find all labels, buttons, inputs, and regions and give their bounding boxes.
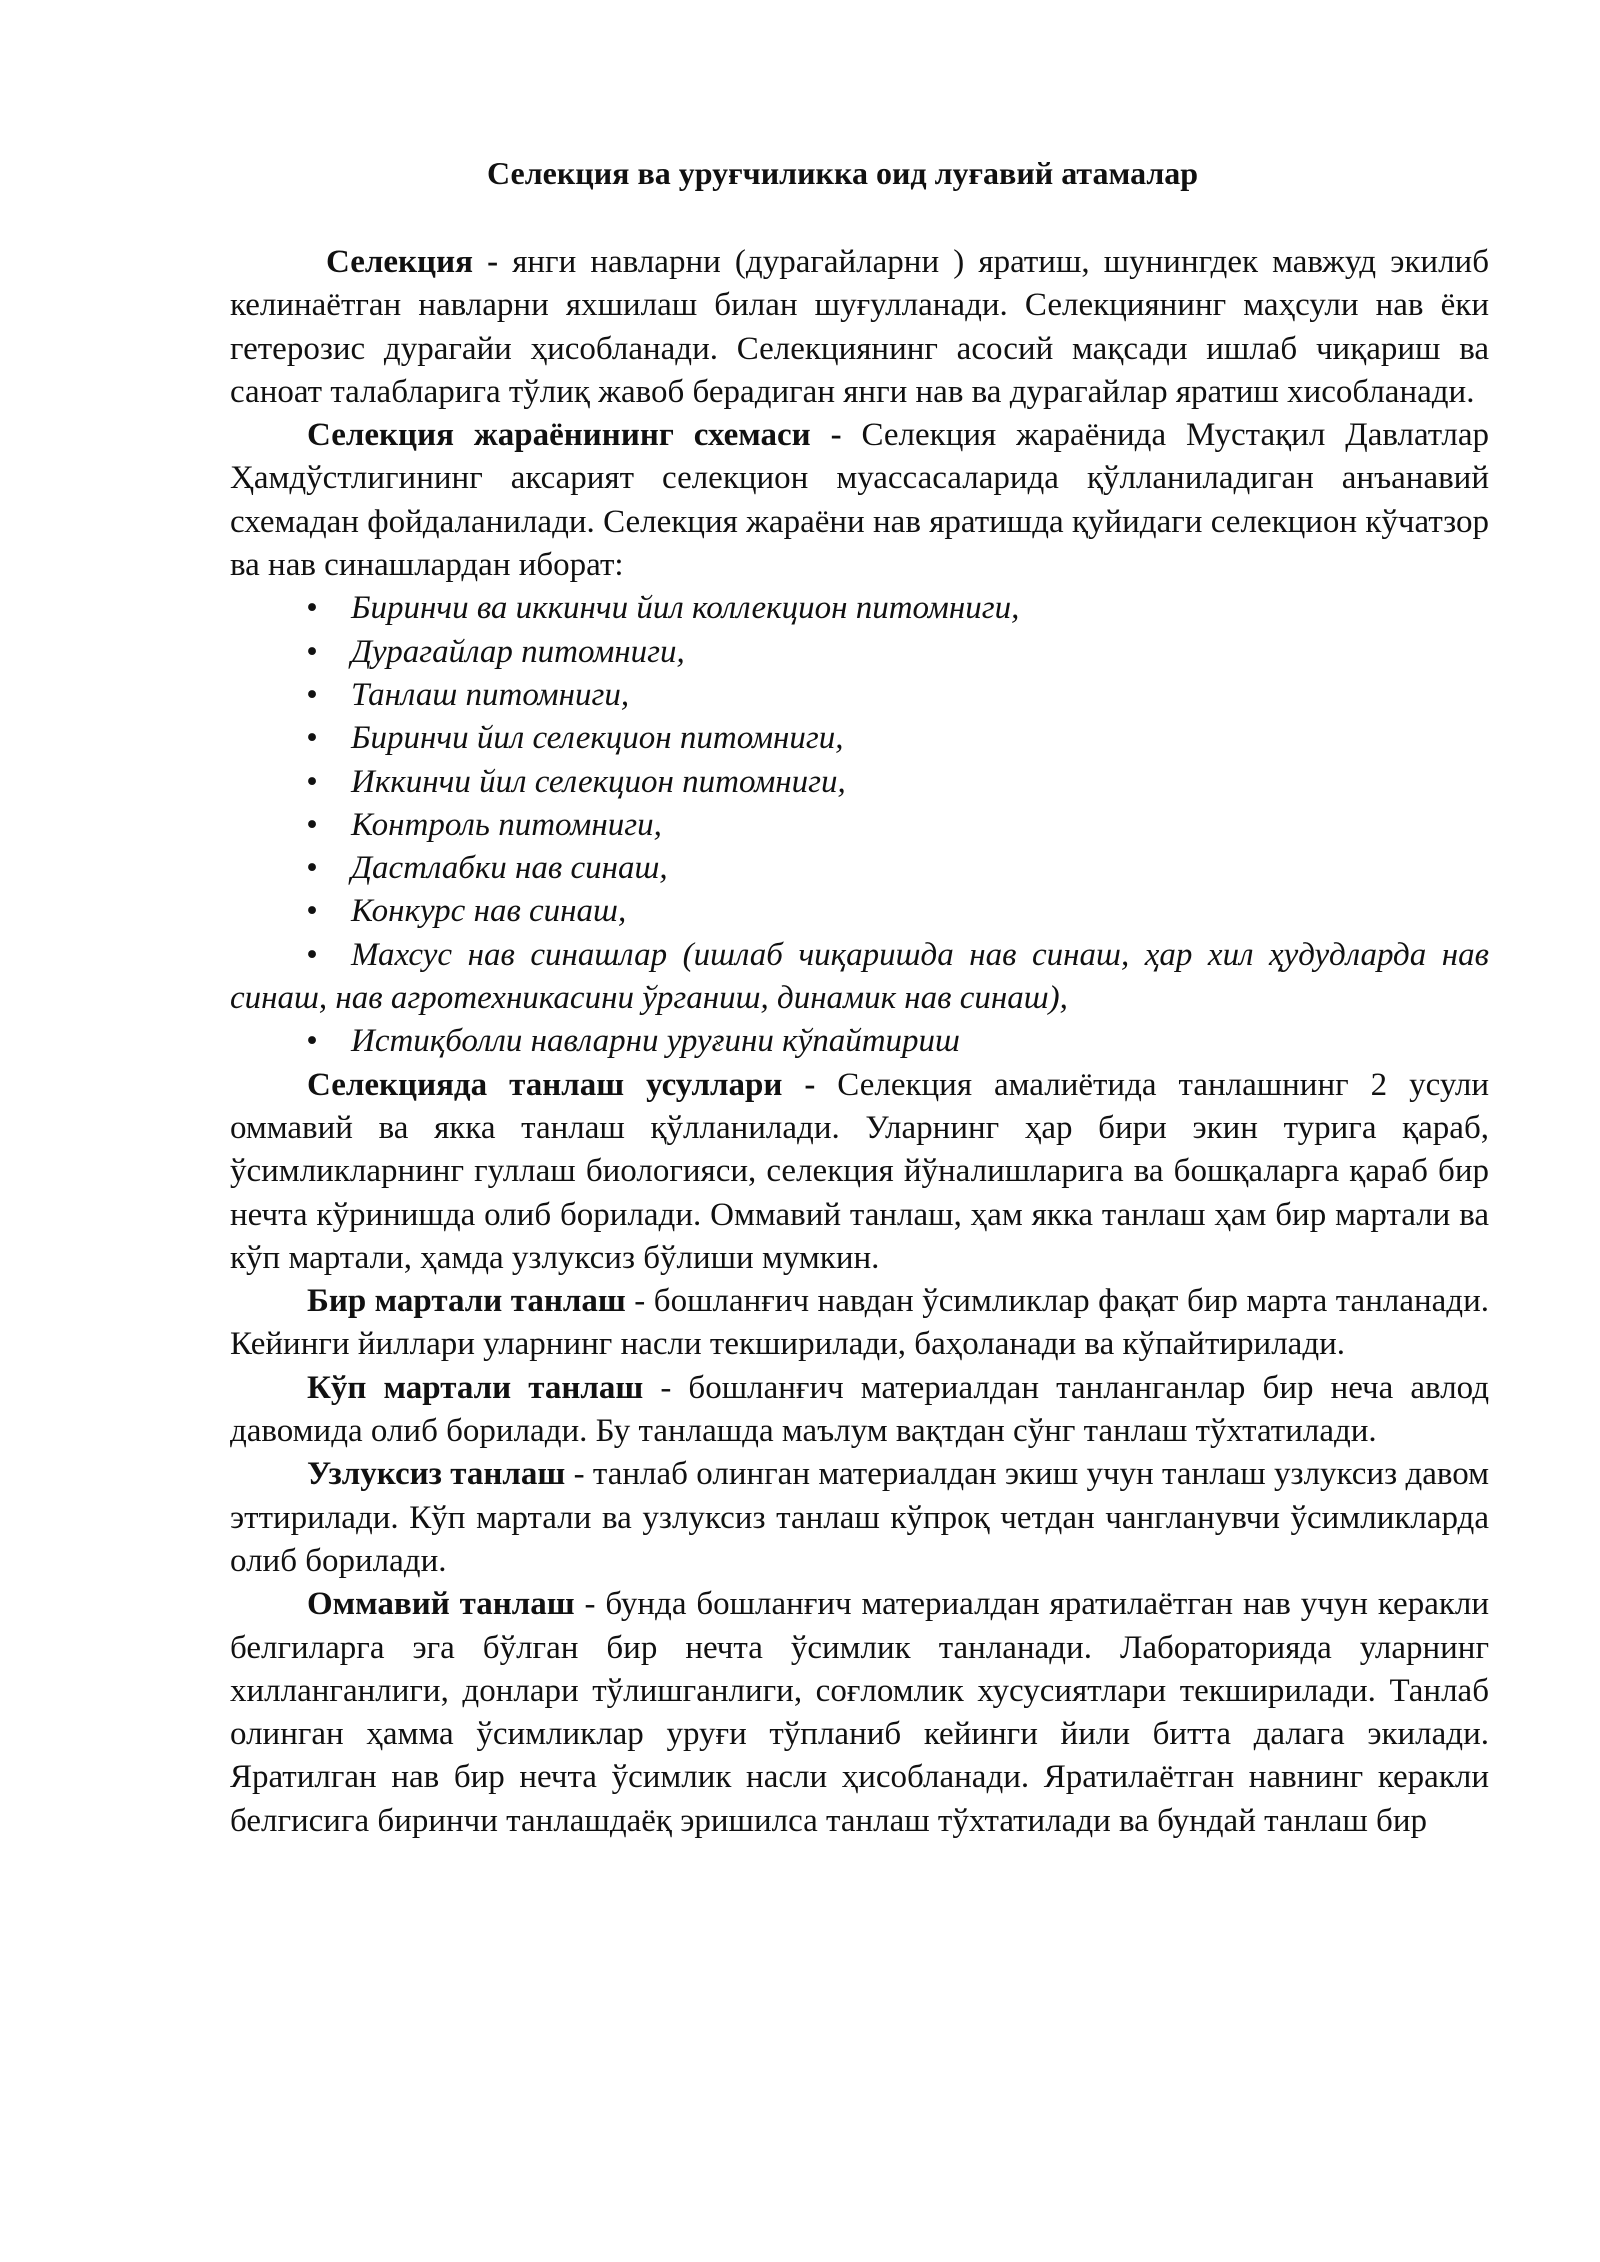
list-item-text: Биринчи йил селекцион питомниги,	[351, 720, 844, 757]
paragraph-text: янги навларни (дурагайларни ) яратиш, шунингдек мавжуд экилиб келинаётган навларни яхшилаш билан шуғулланади. Селекциянинг маҳсули нав ёки гетерозис дурагайи ҳисобланади. Селекциянинг асосий мақсади ишлаб чиқариш ва саноат талабларига тўлиқ жавоб берадиган янги нав ва дурагайлар яратиш хисобланади.	[230, 244, 1489, 410]
paragraph-text: Селекция жараёнида Мустақил Давлатлар Ҳамдўстлигининг аксарият селекцион муассасаларида қўлланиладиган анъанавий схемадан фойдаланилади. Селекция жараёни нав яратишда қуйидаги селекцион кўчатзор ва нав синашлардан иборат:	[230, 417, 1489, 584]
bullet-icon: •	[306, 676, 318, 713]
list-item-text: Истиқболли навларни уруғини кўпайтириш	[351, 1023, 960, 1060]
bullet-icon: •	[306, 633, 318, 670]
bullet-icon: •	[306, 720, 318, 757]
paragraph-text: - танлаб олинган материалдан экиш учун танлаш узлуксиз давом эттирилади. Кўп мартали ва узлуксиз танлаш кўпроқ четдан чангланувчи ўсимликларда олиб борилади.	[230, 1456, 1490, 1579]
list-item	[230, 890, 1489, 933]
list-item	[230, 847, 1489, 890]
paragraph-selection-methods	[230, 1064, 1489, 1280]
bullet-icon: •	[306, 850, 318, 887]
list-item	[230, 934, 1489, 1021]
list-item	[230, 1020, 1489, 1063]
paragraph-selection-scheme	[230, 414, 1489, 587]
list-item-text: Иккинчи йил селекцион питомниги,	[351, 763, 846, 800]
nursery-list	[230, 587, 1489, 1063]
paragraph-text: Селекция амалиётида танлашнинг 2 усули оммавий ва якка танлаш қўлланилади. Уларнинг ҳар бири экин турига қараб, ўсимликларнинг гуллаш биологияси, селекция йўналишларига ва бошқаларга қараб бир нечта кўринишда олиб борилади. Оммавий танлаш, ҳам якка танлаш ҳам бир мартали ва кўп мартали, ҳамда узлуксиз бўлиши мумкин.	[230, 1066, 1490, 1276]
paragraph-text: - бошланғич навдан ўсимликлар фақат бир марта танланади. Кейинги йиллари уларнинг насли текширилади, баҳоланади ва кўпайтирилади.	[230, 1283, 1489, 1363]
bullet-icon: •	[306, 590, 318, 627]
paragraph-multiple-selection	[230, 1367, 1489, 1454]
list-item	[230, 804, 1489, 847]
list-item-text: Контроль питомниги,	[351, 806, 662, 843]
term-selection: Селекция -	[326, 244, 499, 280]
paragraph-single-selection	[230, 1280, 1489, 1367]
term-single-selection: Бир мартали танлаш	[307, 1283, 626, 1320]
list-item-text: Танлаш питомниги,	[351, 676, 630, 713]
paragraph-mass-selection	[230, 1583, 1489, 1843]
list-item	[230, 674, 1489, 717]
bullet-icon: •	[306, 763, 318, 800]
bullet-icon: •	[306, 1023, 318, 1060]
list-item-text: Конкурс нав синаш,	[351, 893, 627, 930]
paragraph-selection	[230, 241, 1489, 414]
paragraph-text: - бошланғич материалдан танланганлар бир неча авлод давомида олиб борилади. Бу танлашда маълум вақтдан сўнг танлаш тўхтатилади.	[230, 1369, 1489, 1450]
paragraph-text: - бунда бошланғич материалдан яратилаётган нав учун керакли белгиларга эга бўлган бир нечта ўсимлик танланади. Лабораторияда уларнинг хилланганлиги, донлари тўлишганлиги, соғломлик хусусиятлари текширилади. Танлаб олинган ҳамма ўсимликлар уруғи тўпланиб кейинги йили битта далага экилади. Яратилган нав бир нечта ўсимлик насли ҳисобланади. Яратилаётган навнинг керакли белгисига биринчи танлашдаёқ эришилса танлаш тўхтатилади ва бундай танлаш бир	[230, 1586, 1489, 1839]
list-item-text: Махсус нав синашлар (ишлаб чиқаришда нав синаш, ҳар хил ҳудудларда нав синаш, нав агротехникасини ўрганиш, динамик нав синаш),	[230, 936, 1489, 1017]
list-item	[230, 761, 1489, 804]
term-continuous-selection: Узлуксиз танлаш	[307, 1456, 566, 1493]
term-multiple-selection: Кўп мартали танлаш	[307, 1369, 644, 1406]
document-title: Селекция ва уруғчиликка оид луғавий атамалар	[487, 155, 1199, 191]
document-body	[230, 241, 1489, 1843]
term-mass-selection: Оммавий танлаш	[307, 1586, 575, 1623]
list-item-text: Дурагайлар питомниги,	[351, 633, 685, 670]
bullet-icon: •	[306, 806, 318, 843]
list-item-text: Биринчи ва иккинчи йил коллекцион питомниги,	[351, 590, 1020, 627]
bullet-icon: •	[306, 893, 318, 930]
term-selection-methods: Селекцияда танлаш усуллари -	[307, 1066, 816, 1103]
bullet-icon: •	[306, 936, 318, 973]
term-selection-scheme: Селекция жараёнининг схемаси -	[307, 417, 842, 454]
list-item-text: Дастлабки нав синаш,	[351, 850, 668, 887]
paragraph-continuous-selection	[230, 1453, 1489, 1583]
list-item	[230, 587, 1489, 630]
list-item	[230, 631, 1489, 674]
list-item	[230, 717, 1489, 760]
